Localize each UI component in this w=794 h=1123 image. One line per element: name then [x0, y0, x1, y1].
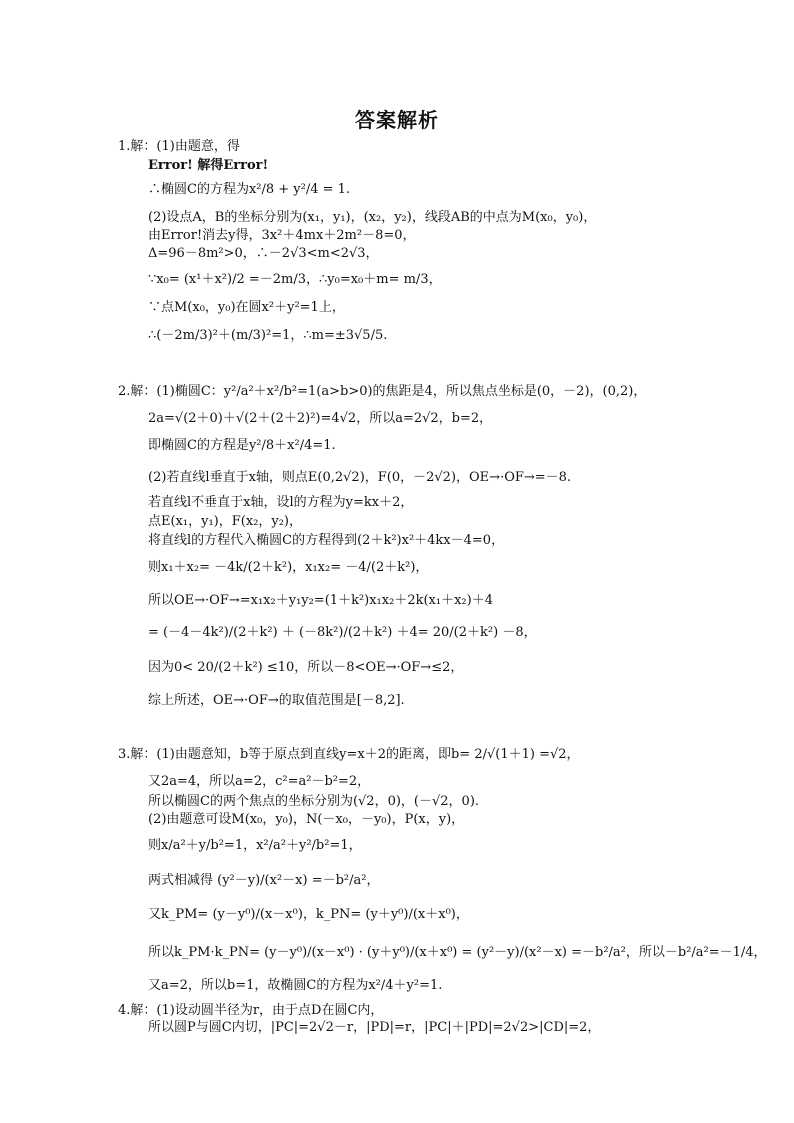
solution-2-line: 若直线l不垂直于x轴，设l的方程为y=kx＋2，	[148, 495, 414, 510]
solution-2-line: 将直线l的方程代入椭圆C的方程得到(2＋k²)x²＋4kx－4=0，	[148, 533, 505, 548]
solution-2-line: 即椭圆C的方程是y²/8＋x²/4=1.	[148, 438, 336, 453]
page-title: 答案解析	[355, 108, 439, 132]
solution-1-line: ∴椭圆C的方程为x²/8 + y²/4 = 1.	[148, 182, 351, 197]
solution-1-line: Error! 解得Error!	[148, 158, 269, 173]
solution-3-line: 又k_PM= (y－y⁰)/(x－x⁰)，k_PN= (y＋y⁰)/(x＋x⁰)，	[148, 907, 469, 922]
solution-2-line: (2)若直线l垂直于x轴，则点E(0,2√2)，F(0，－2√2)，OE→·OF→=－8.	[148, 470, 572, 485]
solution-4-heading: 4.解：(1)设动圆半径为r，由于点D在圆C内，	[118, 1003, 384, 1018]
solution-2-line: 则x₁＋x₂= －4k/(2＋k²)，x₁x₂= －4/(2＋k²)，	[148, 560, 429, 575]
solution-1-line: 由Error!消去y得，3x²＋4mx＋2m²－8=0，	[148, 228, 416, 243]
solution-3-line: (2)由题意可设M(x₀，y₀)，N(－x₀，－y₀)，P(x，y)，	[148, 812, 465, 827]
solution-3-line: 又a=2，所以b=1，故椭圆C的方程为x²/4＋y²=1.	[148, 978, 443, 993]
solution-1-line: ∴(－2m/3)²＋(m/3)²=1，∴m=±3√5/5.	[148, 328, 388, 343]
solution-3-line: 所以k_PM·k_PN= (y－y⁰)/(x－x⁰) · (y＋y⁰)/(x＋x⁰) = (y²－y)/(x²－x) =－b²/a²，所以－b²/a²=－1/4，	[148, 945, 767, 960]
solution-3-heading: 3.解：(1)由题意知，b等于原点到直线y=x＋2的距离，即b= 2/√(1＋1) =√2，	[118, 747, 580, 762]
solution-2-line: = (－4－4k²)/(2＋k²) ＋ (－8k²)/(2＋k²) ＋4= 20/(2＋k²) －8，	[148, 625, 537, 640]
solution-1-line: (2)设点A，B的坐标分别为(x₁，y₁)，(x₂，y₂)，线段AB的中点为M(x₀，y₀)，	[148, 210, 597, 225]
solution-1-line: ∵x₀= (x¹＋x²)/2 =－2m/3，∴y₀=x₀＋m= m/3，	[148, 272, 442, 287]
solution-2-heading: 2.解：(1)椭圆C：y²/a²＋x²/b²=1(a>b>0)的焦距是4，所以焦点坐标是(0，－2)，(0,2)，	[118, 384, 647, 399]
solution-1-line: ∵点M(x₀，y₀)在圆x²＋y²=1上，	[148, 300, 345, 315]
solution-4-line: 所以圆P与圆C内切，|PC|=2√2－r，|PD|=r，|PC|＋|PD|=2√2>|CD|=2，	[148, 1020, 601, 1035]
solution-2-line: 点E(x₁，y₁)，F(x₂，y₂)，	[148, 514, 302, 529]
solution-2-line: 所以OE→·OF→=x₁x₂＋y₁y₂=(1＋k²)x₁x₂＋2k(x₁＋x₂)＋4	[148, 593, 493, 608]
solution-2-line: 综上所述，OE→·OF→的取值范围是[－8,2].	[148, 693, 405, 708]
solution-2-line: 2a=√(2＋0)＋√(2＋(2＋2)²)=4√2，所以a=2√2，b=2，	[148, 411, 493, 426]
solution-1-heading: 1.解：(1)由题意，得	[118, 139, 240, 154]
solution-3-line: 又2a=4，所以a=2，c²=a²－b²=2，	[148, 774, 371, 789]
solution-2-line: 因为0< 20/(2＋k²) ≤10，所以－8<OE→·OF→≤2，	[148, 660, 464, 675]
solution-3-line: 所以椭圆C的两个焦点的坐标分别为(√2，0)，(－√2，0).	[148, 794, 480, 809]
solution-3-line: 两式相减得 (y²－y)/(x²－x) =－b²/a²，	[148, 873, 380, 888]
solution-1-line: Δ=96－8m²>0，∴－2√3<m<2√3，	[148, 246, 379, 261]
solution-3-line: 则x/a²＋y/b²=1，x²/a²＋y²/b²=1，	[148, 838, 362, 853]
